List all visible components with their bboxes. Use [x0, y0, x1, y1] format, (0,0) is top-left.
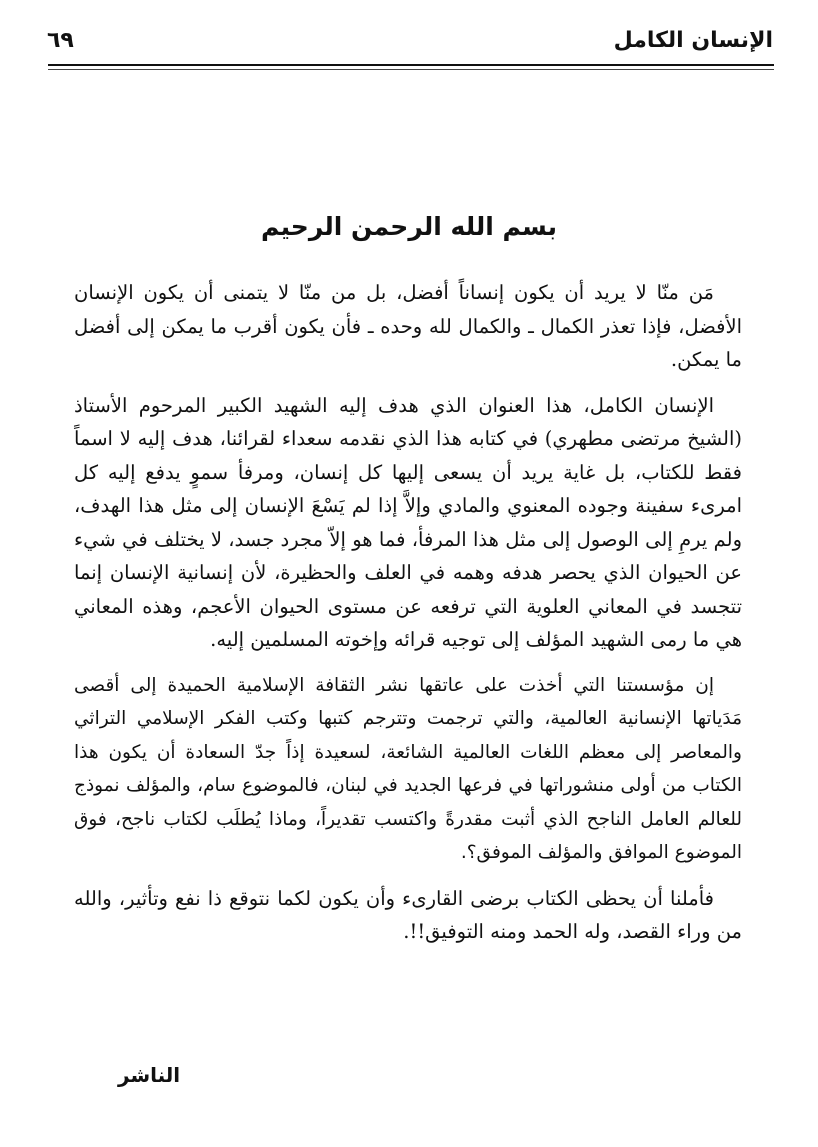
body-text	[74, 276, 742, 961]
paragraph: الإنسان الكامل، هذا العنوان الذي هدف إليه الشهيد الكبير المرحوم الأستاذ (الشيخ مرتضى مطهري) في كتابه هذا الذي نقدمه سعداء لقرائنا، هدف إليه لا اسماً فقط للكتاب، بل غاية يريد أن يسعى إليها كل إنسان، ومرفأ سموٍ يدفع إليه كل امرىء سفينة وجوده المعنوي والمادي وإلاَّ إذا لم يَسْعَ الإنسان إلى مثل هذا الهدف، ولم يرمِ إلى الوصول إلى مثل هذا المرفأ، فما هو إلاّ مجرد جسد، لا يختلف في شيء عن الحيوان الذي يحصر هدفه وهمه في العلف والحظيرة، لأن إنسانية الإنسان إنما تتجسد في المعاني العلوية التي ترفعه عن مستوى الحيوان الأعجم، وهذه المعاني هي ما رمى الشهيد المؤلف إلى توجيه قرائه وإخوته المسلمين إليه.	[74, 393, 742, 651]
header-rule-thin	[48, 69, 774, 70]
running-title: الإنسان الكامل	[613, 28, 773, 53]
basmala-heading: بسم الله الرحمن الرحيم	[261, 212, 557, 241]
page-number: ٦٩	[47, 28, 74, 53]
paragraph: إن مؤسستنا التي أخذت على عاتقها نشر الثقافة الإسلامية الحميدة إلى أقصى مَدَياتها الإنسانية العالمية، والتي ترجمت وتترجم كتبها وكتب الفكر الإسلامي التراثي والمعاصر إلى معظم اللغات العالمية الشائعة، لسعيدة إذاً جدّ السعادة أن يكون هذا الكتاب من أولى منشوراتها في فرعها الجديد في لبنان، فالموضوع سام، والمؤلف نموذج للعالم العامل الناجح الذي أثبت مقدرةً واكتسب تقديراً، وماذا يُطلَب لكتاب ناجح، فوق الموضوع الموافق والمؤلف الموفق؟.	[74, 674, 742, 863]
publisher-signature: الناشر	[118, 1063, 181, 1087]
paragraph: مَن منّا لا يريد أن يكون إنساناً أفضل، بل من منّا لا يتمنى أن يكون الإنسان الأفضل، فإذا تعذر الكمال ـ والكمال لله وحده ـ فأن يكون أقرب ما يمكن إلى أفضل ما يمكن.	[74, 281, 742, 371]
header-rule-thick	[48, 64, 774, 66]
paragraph: فأملنا أن يحظى الكتاب برضى القارىء وأن يكون لكما نتوقع ذا نفع وتأثير، والله من وراء القصد، وله الحمد ومنه التوفيق!!.	[74, 886, 742, 943]
running-header	[47, 20, 773, 60]
